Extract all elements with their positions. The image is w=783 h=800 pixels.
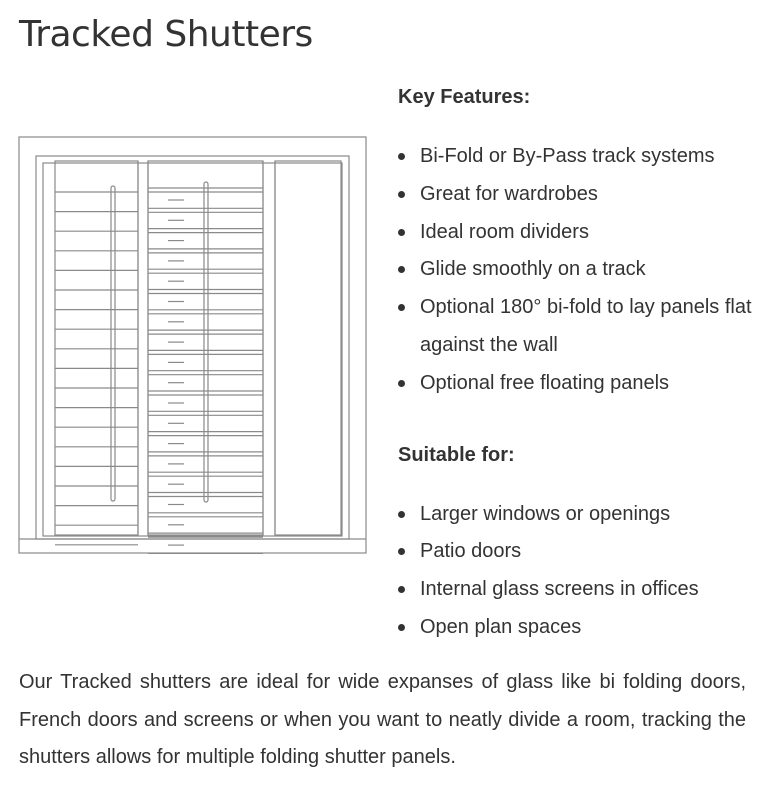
key-features-heading: Key Features: [398, 86, 531, 108]
list-item: Internal glass screens in offices [398, 571, 768, 609]
list-item: Larger windows or openings [398, 496, 768, 534]
tracked-shutter-illustration-icon [18, 136, 368, 556]
list-item: Ideal room dividers [398, 214, 768, 252]
suitable-for-heading: Suitable for: [398, 443, 515, 466]
list-item: Bi-Fold or By-Pass track systems [398, 138, 768, 176]
list-item: Open plan spaces [398, 609, 768, 647]
page-title: Tracked Shutters [19, 14, 313, 55]
description-paragraph: Our Tracked shutters are ideal for wide expanses of glass like bi folding doors, French doors and screens or when you want to neatly divide a room, tracking the shutters allows for multiple folding shutter panels. [19, 671, 746, 768]
list-item: Optional 180° bi-fold to lay panels flat against the wall [398, 289, 768, 365]
shutter-illustration [18, 136, 368, 556]
list-item: Patio doors [398, 533, 768, 571]
list-item: Optional free floating panels [398, 365, 768, 403]
key-features-list [398, 138, 768, 403]
list-item: Glide smoothly on a track [398, 251, 768, 289]
suitable-for-list [398, 496, 768, 647]
features-column [398, 80, 768, 647]
list-item: Great for wardrobes [398, 176, 768, 214]
